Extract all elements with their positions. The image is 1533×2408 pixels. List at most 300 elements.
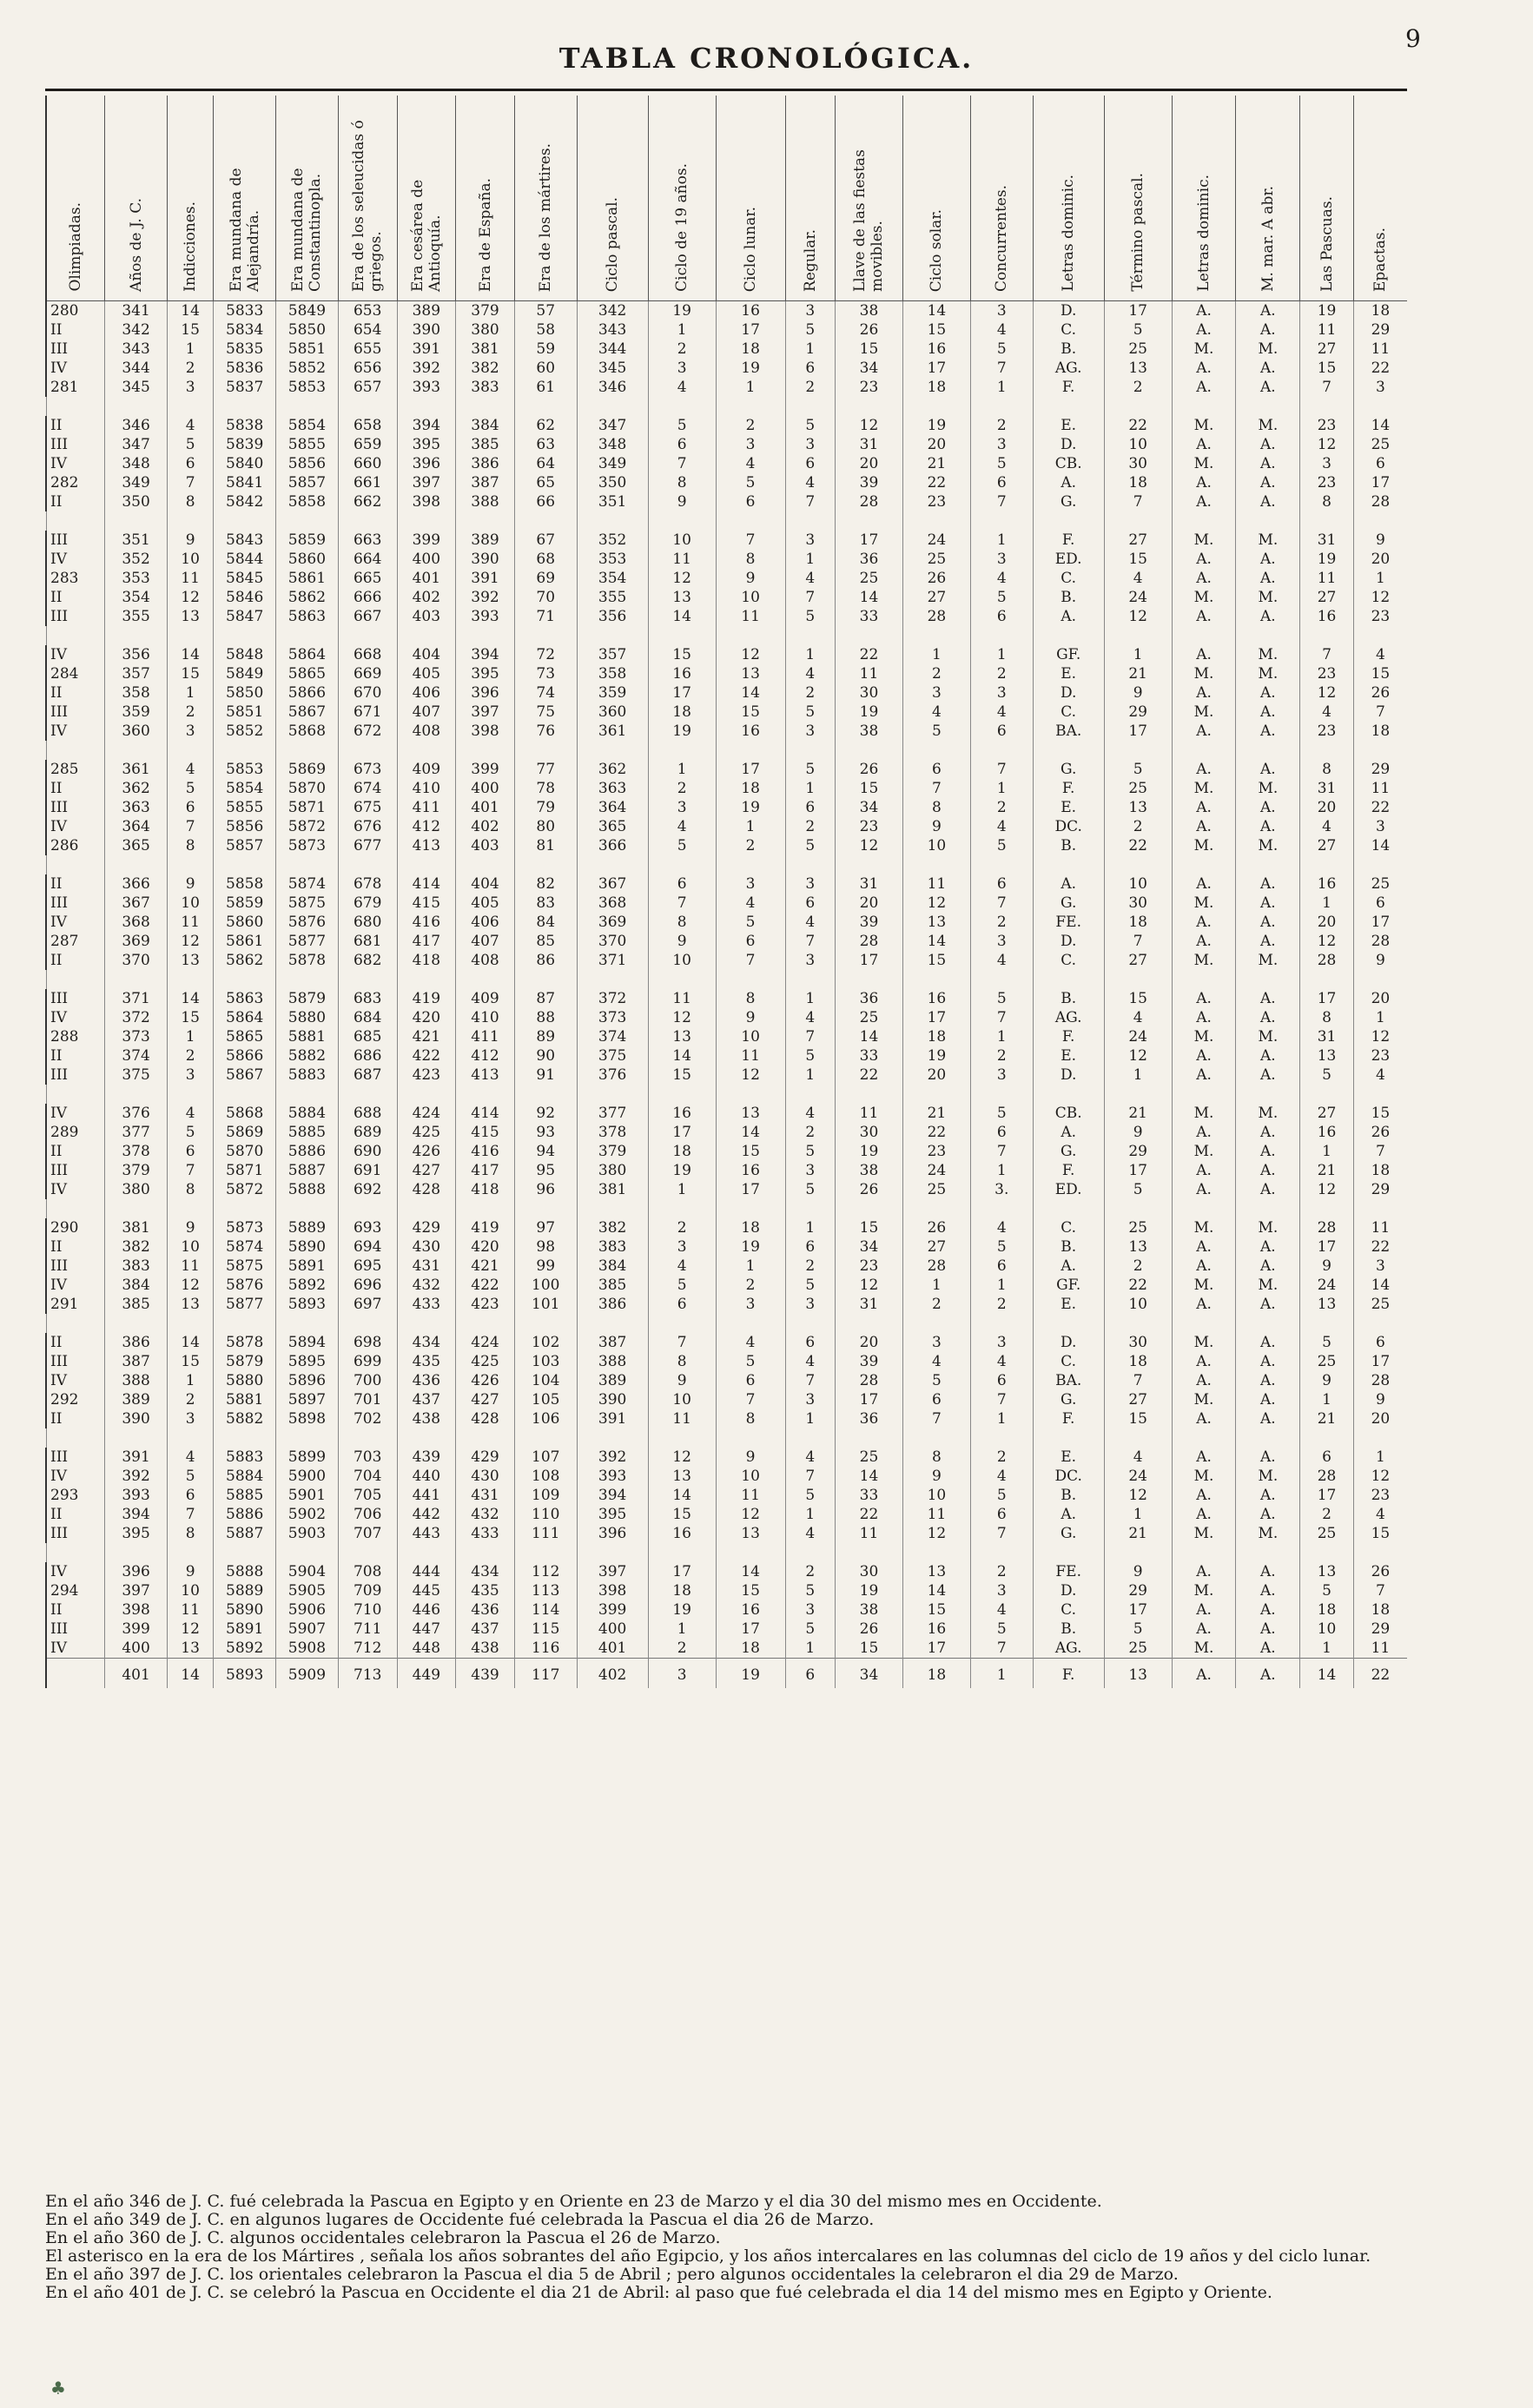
table-cell: 2	[716, 416, 785, 435]
table-cell: 4	[785, 1524, 835, 1543]
table-cell: 102	[514, 1333, 577, 1352]
table-cell: 5868	[214, 1104, 276, 1123]
table-header-row	[46, 96, 1407, 301]
table-cell: A.	[1236, 1123, 1300, 1142]
table-cell: 679	[338, 894, 397, 913]
table-cell: 692	[338, 1180, 397, 1199]
table-cell: 421	[397, 1027, 456, 1046]
spacer-cell	[902, 511, 970, 531]
table-cell: 21	[1300, 1161, 1354, 1180]
table-cell: 17	[1353, 473, 1407, 492]
table-cell: A.	[1172, 378, 1236, 397]
spacer-cell	[716, 855, 785, 874]
table-cell: 710	[338, 1600, 397, 1620]
table-cell: 9	[167, 874, 213, 894]
page-number: 9	[1405, 24, 1421, 53]
table-cell: 16	[648, 664, 716, 683]
table-cell: 364	[105, 817, 168, 836]
table-cell: 13	[1300, 1562, 1354, 1581]
table-cell: 20	[1300, 798, 1354, 817]
spacer-cell	[514, 511, 577, 531]
table-cell: 3	[716, 874, 785, 894]
table-cell: 11	[648, 989, 716, 1008]
table-cell: C.	[1033, 320, 1104, 340]
spacer-cell	[397, 626, 456, 645]
spacer-cell	[1172, 1085, 1236, 1104]
table-cell: 18	[1104, 1352, 1172, 1371]
table-cell: III	[46, 1448, 105, 1467]
spacer-cell	[456, 1428, 515, 1448]
table-cell: II	[46, 1046, 105, 1065]
table-cell: 25	[1104, 1218, 1172, 1237]
table-cell: 24	[1104, 1027, 1172, 1046]
table-cell: 5853	[214, 760, 276, 779]
spacer-cell	[902, 970, 970, 989]
table-cell: 28	[902, 1257, 970, 1276]
column-header-label: Llave de las fiestas movibles.	[851, 149, 887, 292]
table-cell: 24	[1104, 588, 1172, 607]
table-cell: 81	[514, 836, 577, 855]
table-cell: 11	[836, 664, 903, 683]
spacer-cell	[46, 511, 105, 531]
table-cell: 5850	[276, 320, 339, 340]
table-row	[46, 416, 1407, 435]
table-cell: 1	[785, 340, 835, 359]
table-cell: A.	[1033, 874, 1104, 894]
table-cell: 5878	[214, 1333, 276, 1352]
table-cell: 698	[338, 1333, 397, 1352]
table-cell: AG.	[1033, 359, 1104, 378]
column-header	[338, 96, 397, 301]
table-cell: A.	[1236, 1371, 1300, 1390]
spacer-cell	[1353, 970, 1407, 989]
table-cell: 5	[648, 416, 716, 435]
table-cell: 410	[397, 779, 456, 798]
table-cell: 293	[46, 1486, 105, 1505]
table-cell: 350	[577, 473, 648, 492]
table-cell: 448	[397, 1639, 456, 1659]
table-cell: BA.	[1033, 722, 1104, 741]
table-cell: 5863	[214, 989, 276, 1008]
table-cell: 11	[836, 1104, 903, 1123]
table-cell: 5875	[276, 894, 339, 913]
spacer-cell	[46, 741, 105, 760]
table-cell: A.	[1172, 1448, 1236, 1467]
table-cell: 4	[167, 760, 213, 779]
spacer-cell	[276, 511, 339, 531]
table-cell: 11	[902, 874, 970, 894]
spacer-cell	[46, 1085, 105, 1104]
spacer-cell	[514, 626, 577, 645]
table-cell: 5	[902, 722, 970, 741]
table-cell: 9	[716, 569, 785, 588]
spacer-cell	[276, 397, 339, 416]
spacer-cell	[514, 397, 577, 416]
table-cell: 29	[1353, 320, 1407, 340]
table-cell: 87	[514, 989, 577, 1008]
spacer-cell	[1104, 1085, 1172, 1104]
table-cell: 4	[970, 1467, 1033, 1486]
table-cell: 15	[716, 1142, 785, 1161]
table-cell: 395	[105, 1524, 168, 1543]
table-cell: 17	[1300, 989, 1354, 1008]
table-cell: 58	[514, 320, 577, 340]
table-cell: 343	[577, 320, 648, 340]
table-row	[46, 817, 1407, 836]
table-cell: 1	[970, 531, 1033, 550]
table-cell: 5878	[276, 951, 339, 970]
table-cell: 433	[397, 1295, 456, 1314]
top-rule	[45, 89, 1407, 91]
table-row	[46, 320, 1407, 340]
table-cell: 363	[105, 798, 168, 817]
table-row	[46, 588, 1407, 607]
spacer-cell	[970, 1543, 1033, 1562]
spacer-cell	[1300, 741, 1354, 760]
table-cell: 5884	[276, 1104, 339, 1123]
table-cell: GF.	[1033, 645, 1104, 664]
table-cell: 348	[105, 454, 168, 473]
table-cell: 2	[785, 817, 835, 836]
table-cell: 5898	[276, 1409, 339, 1428]
table-cell: DC.	[1033, 817, 1104, 836]
spacer-cell	[456, 1085, 515, 1104]
spacer-cell	[836, 1085, 903, 1104]
spacer-cell	[577, 626, 648, 645]
table-cell: 407	[456, 932, 515, 951]
table-cell: 347	[577, 416, 648, 435]
table-cell: A.	[1033, 607, 1104, 626]
table-cell: 2	[785, 1562, 835, 1581]
table-cell: B.	[1033, 836, 1104, 855]
table-cell: 2	[785, 378, 835, 397]
table-cell: 73	[514, 664, 577, 683]
table-cell: 376	[105, 1104, 168, 1123]
table-cell: 3	[716, 1295, 785, 1314]
table-cell: M.	[1172, 340, 1236, 359]
totals-cell: 34	[836, 1659, 903, 1689]
table-cell: 1	[785, 1218, 835, 1237]
table-cell: 383	[577, 1237, 648, 1257]
table-cell: 3	[970, 301, 1033, 321]
column-header	[46, 96, 105, 301]
table-cell: A.	[1172, 989, 1236, 1008]
table-cell: 3	[1300, 454, 1354, 473]
spacer-cell	[577, 741, 648, 760]
table-cell: 19	[836, 1581, 903, 1600]
table-cell: II	[46, 951, 105, 970]
table-cell: 21	[902, 454, 970, 473]
table-cell: 383	[105, 1257, 168, 1276]
table-cell: 687	[338, 1065, 397, 1085]
table-cell: 391	[456, 569, 515, 588]
table-cell: 5845	[214, 569, 276, 588]
table-cell: 16	[716, 301, 785, 321]
table-cell: 5857	[276, 473, 339, 492]
table-cell: 427	[456, 1390, 515, 1409]
spacer-cell	[1033, 511, 1104, 531]
table-cell: D.	[1033, 683, 1104, 703]
table-cell: 2	[970, 798, 1033, 817]
table-cell: 22	[836, 1065, 903, 1085]
table-cell: 385	[456, 435, 515, 454]
table-cell: 345	[105, 378, 168, 397]
table-cell: 1	[1300, 1390, 1354, 1409]
table-cell: 17	[648, 1123, 716, 1142]
table-cell: 389	[577, 1371, 648, 1390]
footnote-paragraph: En el año 397 de J. C. los orientales celebraron la Pascua el dia 5 de Abril ; pero algunos occidentales la celebraron el dia 29 de Marzo.	[45, 2265, 1179, 2284]
table-cell: 362	[577, 760, 648, 779]
table-cell: 36	[836, 989, 903, 1008]
table-cell: 19	[902, 1046, 970, 1065]
table-cell: 371	[577, 951, 648, 970]
table-cell: 291	[46, 1295, 105, 1314]
table-cell: A.	[1172, 913, 1236, 932]
table-cell: 5	[1300, 1581, 1354, 1600]
table-cell: 22	[836, 645, 903, 664]
table-cell: 391	[397, 340, 456, 359]
table-cell: 433	[456, 1524, 515, 1543]
table-cell: 9	[716, 1448, 785, 1467]
spacer-cell	[105, 1543, 168, 1562]
table-cell: 385	[577, 1276, 648, 1295]
table-cell: III	[46, 435, 105, 454]
spacer-cell	[514, 1199, 577, 1218]
table-row	[46, 1027, 1407, 1046]
spacer-cell	[577, 855, 648, 874]
table-cell: 6	[785, 1333, 835, 1352]
table-cell: 12	[1104, 1486, 1172, 1505]
table-cell: A.	[1236, 1237, 1300, 1257]
spacer-cell	[276, 1199, 339, 1218]
table-cell: 11	[167, 913, 213, 932]
table-cell: 292	[46, 1390, 105, 1409]
table-cell: 417	[456, 1161, 515, 1180]
column-header-label: Era de los mártires.	[537, 142, 555, 292]
table-cell: 6	[1353, 1333, 1407, 1352]
table-cell: A.	[1236, 913, 1300, 932]
column-header-label: Era de España.	[476, 177, 494, 292]
table-cell: 4	[167, 416, 213, 435]
table-cell: 5	[785, 836, 835, 855]
table-cell: 669	[338, 664, 397, 683]
table-cell: 3	[648, 359, 716, 378]
table-cell: 22	[1104, 416, 1172, 435]
spacer-cell	[46, 855, 105, 874]
spacer-cell	[105, 741, 168, 760]
table-cell: 7	[902, 779, 970, 798]
spacer-cell	[1300, 397, 1354, 416]
table-cell: 5	[1104, 760, 1172, 779]
table-cell: 4	[1104, 1448, 1172, 1467]
table-cell: 11	[1353, 1218, 1407, 1237]
table-cell: 6	[970, 1123, 1033, 1142]
table-cell: M.	[1236, 836, 1300, 855]
table-cell: 28	[1353, 932, 1407, 951]
table-cell: 6	[970, 1505, 1033, 1524]
table-cell: 5833	[214, 301, 276, 321]
spacer-cell	[1236, 1428, 1300, 1448]
table-cell: 20	[1353, 989, 1407, 1008]
table-cell: D.	[1033, 1065, 1104, 1085]
spacer-cell	[970, 855, 1033, 874]
table-cell: AG.	[1033, 1008, 1104, 1027]
table-cell: 419	[456, 1218, 515, 1237]
spacer-cell	[105, 1314, 168, 1333]
table-cell: E.	[1033, 1046, 1104, 1065]
column-header	[1172, 96, 1236, 301]
table-cell: 34	[836, 798, 903, 817]
table-cell: 5856	[276, 454, 339, 473]
table-cell: A.	[1172, 1065, 1236, 1085]
table-cell: 5875	[214, 1257, 276, 1276]
table-cell: 5892	[276, 1276, 339, 1295]
table-cell: E.	[1033, 1448, 1104, 1467]
table-cell: 17	[716, 760, 785, 779]
table-cell: 5849	[276, 301, 339, 321]
footnotes	[45, 2193, 1407, 2302]
table-cell: A.	[1236, 1352, 1300, 1371]
table-cell: 5	[970, 1620, 1033, 1639]
spacer-cell	[514, 970, 577, 989]
table-cell: 7	[785, 492, 835, 511]
table-cell: 5865	[276, 664, 339, 683]
table-cell: 352	[105, 550, 168, 569]
table-cell: 704	[338, 1467, 397, 1486]
spacer-cell	[456, 1314, 515, 1333]
table-cell: E.	[1033, 416, 1104, 435]
spacer-cell	[514, 1085, 577, 1104]
column-header-label: Letras dominic.	[1195, 175, 1213, 292]
table-cell: III	[46, 1161, 105, 1180]
table-cell: 6	[167, 1486, 213, 1505]
table-cell: 8	[648, 473, 716, 492]
spacer-cell	[716, 511, 785, 531]
table-cell: 367	[577, 874, 648, 894]
table-cell: 5859	[214, 894, 276, 913]
table-cell: A.	[1236, 932, 1300, 951]
table-cell: 28	[836, 492, 903, 511]
table-cell: 1	[716, 378, 785, 397]
table-cell: 415	[397, 894, 456, 913]
table-cell: 30	[1104, 454, 1172, 473]
table-cell: 380	[105, 1180, 168, 1199]
table-row	[46, 989, 1407, 1008]
table-row	[46, 359, 1407, 378]
table-cell: 19	[902, 416, 970, 435]
table-cell: 5	[716, 913, 785, 932]
table-cell: 5841	[214, 473, 276, 492]
table-row	[46, 454, 1407, 473]
table-cell: 5	[1104, 1620, 1172, 1639]
spacer-cell	[1353, 1199, 1407, 1218]
table-cell: 410	[456, 1008, 515, 1027]
table-cell: 420	[456, 1237, 515, 1257]
table-cell: 1	[970, 1276, 1033, 1295]
table-cell: 18	[648, 1142, 716, 1161]
table-cell: 666	[338, 588, 397, 607]
table-cell: 20	[1300, 913, 1354, 932]
footnote-paragraph: En el año 401 de J. C. se celebró la Pascua en Occidente el dia 21 de Abril: al paso que fué celebrada el dia 14 del mismo mes en Egipto y Oriente.	[45, 2283, 1272, 2302]
table-cell: 359	[105, 703, 168, 722]
table-cell: 2	[648, 1218, 716, 1237]
table-cell: 2	[970, 1448, 1033, 1467]
table-cell: 5882	[276, 1046, 339, 1065]
spacer-cell	[716, 626, 785, 645]
spacer-cell	[1236, 397, 1300, 416]
table-cell: 662	[338, 492, 397, 511]
spacer-cell	[105, 1199, 168, 1218]
table-cell: 354	[105, 588, 168, 607]
table-cell: 10	[1104, 435, 1172, 454]
totals-cell: 117	[514, 1659, 577, 1689]
table-cell: 15	[1104, 1409, 1172, 1428]
footnote-paragraph: El asterisco en la era de los Mártires , señala los años sobrantes del año Egipcio, y los años intercalares en las columnas del ciclo de 19 años y del ciclo lunar.	[45, 2246, 1371, 2266]
table-cell: 4	[1353, 645, 1407, 664]
column-header-label: Años de J. C.	[127, 197, 145, 292]
table-cell: 421	[456, 1257, 515, 1276]
table-cell: 1	[785, 645, 835, 664]
table-cell: 424	[397, 1104, 456, 1123]
table-cell: 27	[1104, 1390, 1172, 1409]
spacer-cell	[46, 1199, 105, 1218]
table-cell: 12	[902, 1524, 970, 1543]
spacer-cell	[836, 626, 903, 645]
table-cell: 397	[456, 703, 515, 722]
table-cell: 11	[1353, 779, 1407, 798]
spacer-cell	[276, 855, 339, 874]
table-cell: 10	[716, 588, 785, 607]
table-cell: 1	[1300, 894, 1354, 913]
column-header	[214, 96, 276, 301]
table-cell: 5844	[214, 550, 276, 569]
spacer-cell	[648, 855, 716, 874]
table-cell: M.	[1172, 1218, 1236, 1237]
table-cell: 428	[397, 1180, 456, 1199]
table-cell: A.	[1236, 454, 1300, 473]
table-cell: 404	[456, 874, 515, 894]
table-cell: 91	[514, 1065, 577, 1085]
table-row	[46, 531, 1407, 550]
table-cell: 5887	[276, 1161, 339, 1180]
table-cell: IV	[46, 645, 105, 664]
spacer-cell	[1236, 1199, 1300, 1218]
table-cell: B.	[1033, 989, 1104, 1008]
spacer-cell	[836, 511, 903, 531]
spacer-cell	[648, 1199, 716, 1218]
table-cell: 6	[785, 894, 835, 913]
table-cell: 1	[167, 1027, 213, 1046]
table-cell: G.	[1033, 1524, 1104, 1543]
table-row	[46, 1352, 1407, 1371]
table-cell: E.	[1033, 798, 1104, 817]
table-cell: 1	[648, 1620, 716, 1639]
table-cell: 5858	[214, 874, 276, 894]
table-cell: G.	[1033, 1390, 1104, 1409]
table-cell: 9	[648, 492, 716, 511]
table-cell: 33	[836, 1046, 903, 1065]
group-spacer	[46, 626, 1407, 645]
table-cell: 445	[397, 1581, 456, 1600]
table-cell: 379	[456, 301, 515, 321]
table-cell: 3	[970, 683, 1033, 703]
table-cell: 2	[970, 913, 1033, 932]
table-cell: 682	[338, 951, 397, 970]
table-cell: 15	[648, 645, 716, 664]
table-cell: 7	[716, 951, 785, 970]
column-header	[514, 96, 577, 301]
table-cell: 16	[1300, 607, 1354, 626]
